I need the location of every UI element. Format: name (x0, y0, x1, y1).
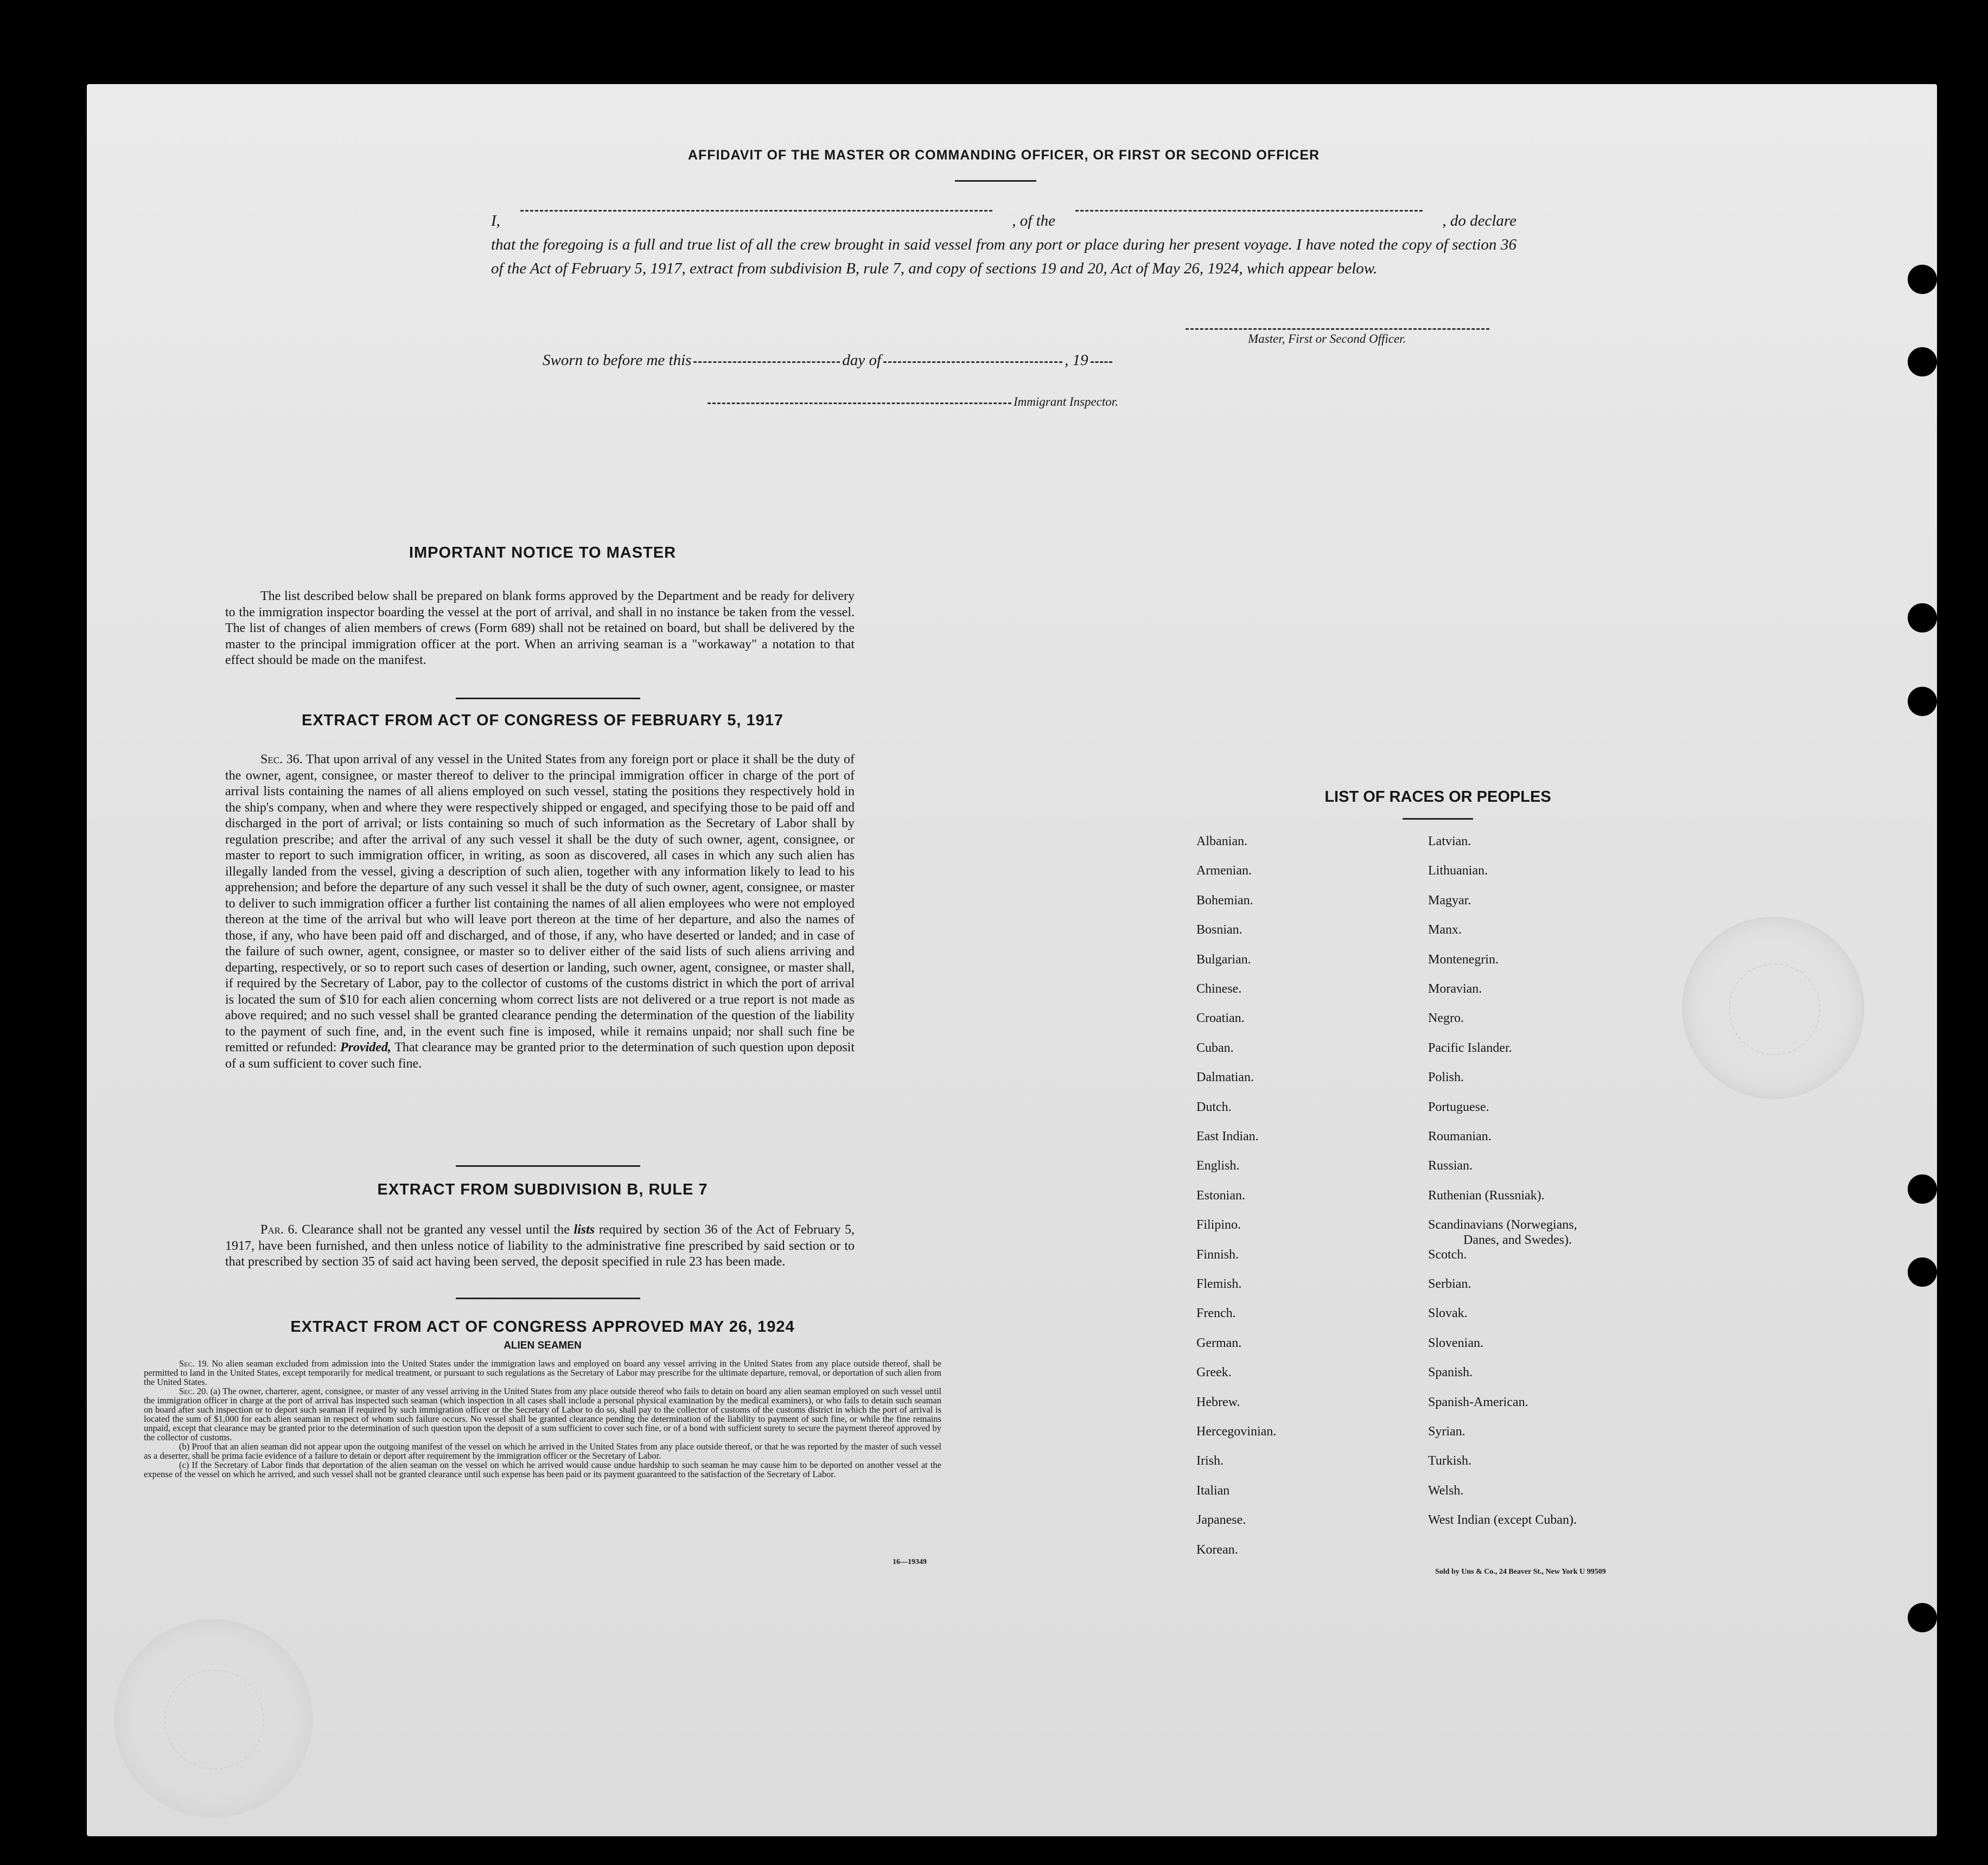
month-blank[interactable] (883, 360, 1062, 363)
sworn-prefix: Sworn to before me this (543, 352, 692, 369)
par-6-text-b: required by section 36 of the Act of February 5, 1917, have been furnished, and then unless notice of liability to the administrative fine prescribed by said section or to that prescribed by section 35 of said act having been served, the deposit specified in rule 23 has been made. (225, 1223, 855, 1269)
race-item: Estonian. (1196, 1188, 1245, 1203)
extract-1924-title: EXTRACT FROM ACT OF CONGRESS APPROVED MAY 26, 1924 (290, 1318, 795, 1336)
race-item: Slovenian. (1428, 1336, 1483, 1350)
signature-label: Master, First or Second Officer. (1248, 332, 1406, 346)
race-item: Ruthenian (Russniak). (1428, 1188, 1545, 1203)
inspector-label: Immigrant Inspector. (1014, 395, 1118, 408)
alien-seamen-subtitle: ALIEN SEAMEN (504, 1340, 582, 1351)
sec-19 (144, 1359, 941, 1387)
printer-imprint: Sold by Uns & Co., 24 Beaver St., New York U 99509 (1435, 1568, 1606, 1576)
divider (955, 180, 1036, 182)
race-item: Hercegovinian. (1196, 1425, 1277, 1439)
race-item: Syrian. (1428, 1425, 1465, 1439)
sec-20-b: (b) Proof that an alien seaman did not appear upon the outgoing manifest of the vessel on which he arrived in the United States from any place outside thereof, or that he was reported by the master of such vessel as a deserter, shall be prima facie evidence of a failure to detain or deport after requirement by the immigration officer or the Secretary of Labor. (144, 1441, 941, 1461)
race-item: East Indian. (1196, 1129, 1259, 1144)
race-item: Scotch. (1428, 1247, 1467, 1262)
sec-36-label: Sec. 36. (260, 752, 303, 767)
embossed-seal (114, 1619, 313, 1818)
race-item: Serbian. (1428, 1277, 1471, 1291)
punch-hole (1908, 1257, 1937, 1287)
lists-word: lists (574, 1223, 595, 1237)
race-item: Negro. (1428, 1011, 1464, 1026)
affidavit-declare: , do declare (1442, 212, 1517, 229)
sec-19-label: Sec. 19. (179, 1358, 209, 1369)
race-item: Manx. (1428, 923, 1462, 937)
embossed-seal (1682, 917, 1864, 1099)
race-item: Scandinavians (Norwegians, (1428, 1218, 1577, 1232)
race-item: Danes, and Swedes). (1463, 1233, 1572, 1248)
inspector-blank[interactable] (708, 401, 1011, 404)
sec-36-end: That clearance may be granted prior to the determination of such question upon deposit of a sum sufficient to cover such fine. (225, 1040, 855, 1071)
par-6-label: Par. 6. (260, 1223, 298, 1237)
race-item: Slovak. (1428, 1306, 1468, 1321)
affidavit-of-the: , of the (1012, 212, 1056, 229)
race-item: Croatian. (1196, 1011, 1245, 1026)
race-item: Japanese. (1196, 1513, 1246, 1528)
extract-1917-title: EXTRACT FROM ACT OF CONGRESS OF FEBRUARY 5, 1917 (301, 712, 784, 729)
divider (1403, 818, 1473, 820)
race-item: Finnish. (1196, 1247, 1239, 1262)
race-item: Italian (1196, 1483, 1230, 1498)
race-item: Filipino. (1196, 1218, 1241, 1232)
notice-title: IMPORTANT NOTICE TO MASTER (409, 544, 677, 561)
punch-hole (1908, 265, 1937, 294)
race-item: Spanish. (1428, 1365, 1473, 1380)
race-item: Magyar. (1428, 893, 1471, 908)
divider (456, 1298, 640, 1299)
rule-7-body (225, 1222, 855, 1270)
rule-7-title: EXTRACT FROM SUBDIVISION B, RULE 7 (377, 1181, 708, 1198)
race-item: Dutch. (1196, 1100, 1232, 1114)
sec-20-a-text: (a) The owner, charterer, agent, consignee, or master of any vessel arriving in the United States from any place outside thereof who fails to detain on board any alien seaman employed on such vessel until the immigration officer in charge at the port of arrival has inspected such seaman (which inspection in all cases shall include a personal physical examination by the medical examiners), or who fails to detain such seaman on board after such inspection or to deport such seaman if required by such immigration officer or the Secretary of Labor to do so, shall pay to the collector of customs of the customs district in which the port of arrival is located the sum of $1,000 for each alien seaman in respect of whom such failure occurs. No vessel shall be granted clearance pending the determination of the liability to payment of such fine, or while the fine remains unpaid, except that clearance may be granted prior to the determination of such question upon the deposit of a sum sufficient to cover such fine, or of a bond with sufficient surety to secure the payment thereof approved by the collector of customs. (144, 1386, 942, 1442)
affidavit-declaration: that the foregoing is a full and true list of all the crew brought in said vessel from any port or place during her present voyage. I have noted the copy of section 36 of the Act of February 5, 1917, extract from subdivision B, rule 7, and copy of sections 19 and 20, Act of May 26, 1924, which appear below. (491, 236, 1517, 277)
sworn-year: , 19 (1065, 352, 1088, 369)
form-number: 16—19349 (893, 1558, 927, 1566)
race-item: English. (1196, 1159, 1240, 1173)
race-item: Irish. (1196, 1454, 1224, 1468)
race-item: Roumanian. (1428, 1129, 1492, 1144)
day-blank[interactable] (693, 360, 840, 363)
race-item: Latvian. (1428, 834, 1471, 848)
race-item: Bulgarian. (1196, 952, 1251, 967)
race-item: Polish. (1428, 1070, 1464, 1085)
year-blank[interactable] (1091, 360, 1112, 363)
races-title: LIST OF RACES OR PEOPLES (1324, 788, 1551, 806)
sec-36-text: That upon arrival of any vessel in the United States from any foreign port or place it shall be the duty of the owner, agent, consignee, or master thereof to deliver to the principal immigration officer in charge of the port of arrival lists containing the names of all aliens employed on such vessel, stating the positions they respectively hold in the ship's company, when and where they were respectively shipped or engaged, and specifying those to be paid off and discharged in the port of arrival; or lists containing so much of such information as the Secretary of Labor shall by regulation prescribe; and after the arrival of any such vessel it shall be the duty of such owner, agent, consignee, or master to report to such immigration officer, in writing, as soon as discovered, all cases in which any such alien has illegally landed from the vessel, giving a description of such alien, together with any information likely to lead to his apprehension; and before the departure of any such vessel it shall be the duty of such owner, agent, consignee, or master to deliver to such immigration officer a further list containing the names of all alien employees who were not employed thereon at the time of the arrival but who will leave port thereon at the time of her departure, and also the names of those, if any, who have been paid off and discharged, and of those, if any, who have deserted or landed; and in case of the failure of such owner, agent, consignee, or master so to deliver either of the said lists of such aliens arriving and departing, respectively, or so to report such cases of desertion or landing, such owner, agent, consignee, or master shall, if required by the Secretary of Labor, pay to the collector of customs of the customs district in which the port of arrival is located the sum of $10 for each alien concerning whom correct lists are not delivered or a true report is not made as above required; and no such vessel shall be granted clearance pending the determination of the question of the liability to the payment of such fine, and, in the event such fine is imposed, while it remains unpaid; nor shall such fine be remitted or refunded: (225, 752, 855, 1055)
race-item: Lithuanian. (1428, 864, 1488, 878)
divider (456, 1165, 640, 1167)
punch-hole (1908, 1174, 1937, 1204)
race-item: Welsh. (1428, 1483, 1464, 1498)
par-6-text-a: Clearance shall not be granted any vessel until the (302, 1223, 570, 1237)
race-item: Chinese. (1196, 982, 1242, 996)
sworn-line (543, 352, 1114, 369)
sec-20-label: Sec. 20. (179, 1386, 208, 1396)
race-item: Armenian. (1196, 864, 1252, 878)
race-item: Bohemian. (1196, 893, 1253, 908)
extract-1924-body (144, 1359, 941, 1479)
race-item: Greek. (1196, 1365, 1232, 1380)
race-item: Russian. (1428, 1159, 1473, 1173)
race-item: Pacific Islander. (1428, 1040, 1512, 1055)
punch-hole (1908, 347, 1937, 376)
sec-20-c: (c) If the Secretary of Labor finds that deportation of the alien seaman on the vessel on which he arrived would cause undue hardship to such seaman he may cause him to be deported on another vessel at the expense of the vessel on which he arrived, and such vessel shall not be granted clearance until such expense has been paid or its payment guaranteed to the satisfaction of the Secretary of Labor. (144, 1460, 941, 1479)
race-item: Moravian. (1428, 982, 1482, 996)
divider (456, 698, 640, 699)
race-item: French. (1196, 1306, 1236, 1321)
race-item: West Indian (except Cuban). (1428, 1513, 1577, 1528)
extract-1917-body (225, 752, 855, 1072)
vessel-blank[interactable] (1075, 209, 1423, 212)
punch-hole (1908, 1603, 1937, 1632)
race-item: Spanish-American. (1428, 1395, 1528, 1409)
sec-20-a (144, 1387, 941, 1442)
sec-19-text: No alien seaman excluded from admission into the United States under the immigration laws and employed on board any vessel arriving in the United States from any place outside thereof, shall be permitted to land in the United States, except temporarily for medical treatment, or pursuant to such regulations as the Secretary of Labor may prescribe for the ultimate departure, removal, or deportation of such alien from the United States. (144, 1358, 941, 1387)
affidavit-block (491, 209, 1517, 280)
inspector-line (705, 395, 1118, 409)
race-item: Portuguese. (1428, 1100, 1489, 1114)
signature-line (1186, 328, 1489, 330)
race-item: Bosnian. (1196, 923, 1242, 937)
name-blank[interactable] (520, 209, 992, 212)
affidavit-title: AFFIDAVIT OF THE MASTER OR COMMANDING OFFICER, OR FIRST OR SECOND OFFICER (687, 148, 1320, 163)
race-item: Dalmatian. (1196, 1070, 1254, 1085)
race-item: Flemish. (1196, 1277, 1242, 1291)
race-item: Cuban. (1196, 1040, 1234, 1055)
notice-body: The list described below shall be prepared on blank forms approved by the Department and be ready for delivery to the immigration inspector boarding the vessel at the port of arrival, and shall in no instance be taken from the vessel. The list of changes of alien members of crews (Form 689) shall not be retained on board, but shall be delivered by the master to the principal immigration officer at the port. When an arriving seaman is a "workaway" a notation to that effect should be made on the manifest. (225, 589, 855, 667)
race-item: Montenegrin. (1428, 952, 1499, 967)
race-item: Albanian. (1196, 834, 1247, 848)
race-item: Korean. (1196, 1542, 1238, 1557)
sworn-day: day of (842, 352, 882, 369)
race-item: Hebrew. (1196, 1395, 1240, 1409)
punch-hole (1908, 687, 1937, 716)
punch-hole (1908, 603, 1937, 633)
race-item: Turkish. (1428, 1454, 1471, 1468)
race-item: German. (1196, 1336, 1242, 1350)
affidavit-i: I, (491, 212, 500, 229)
provided-word: Provided, (340, 1040, 391, 1055)
